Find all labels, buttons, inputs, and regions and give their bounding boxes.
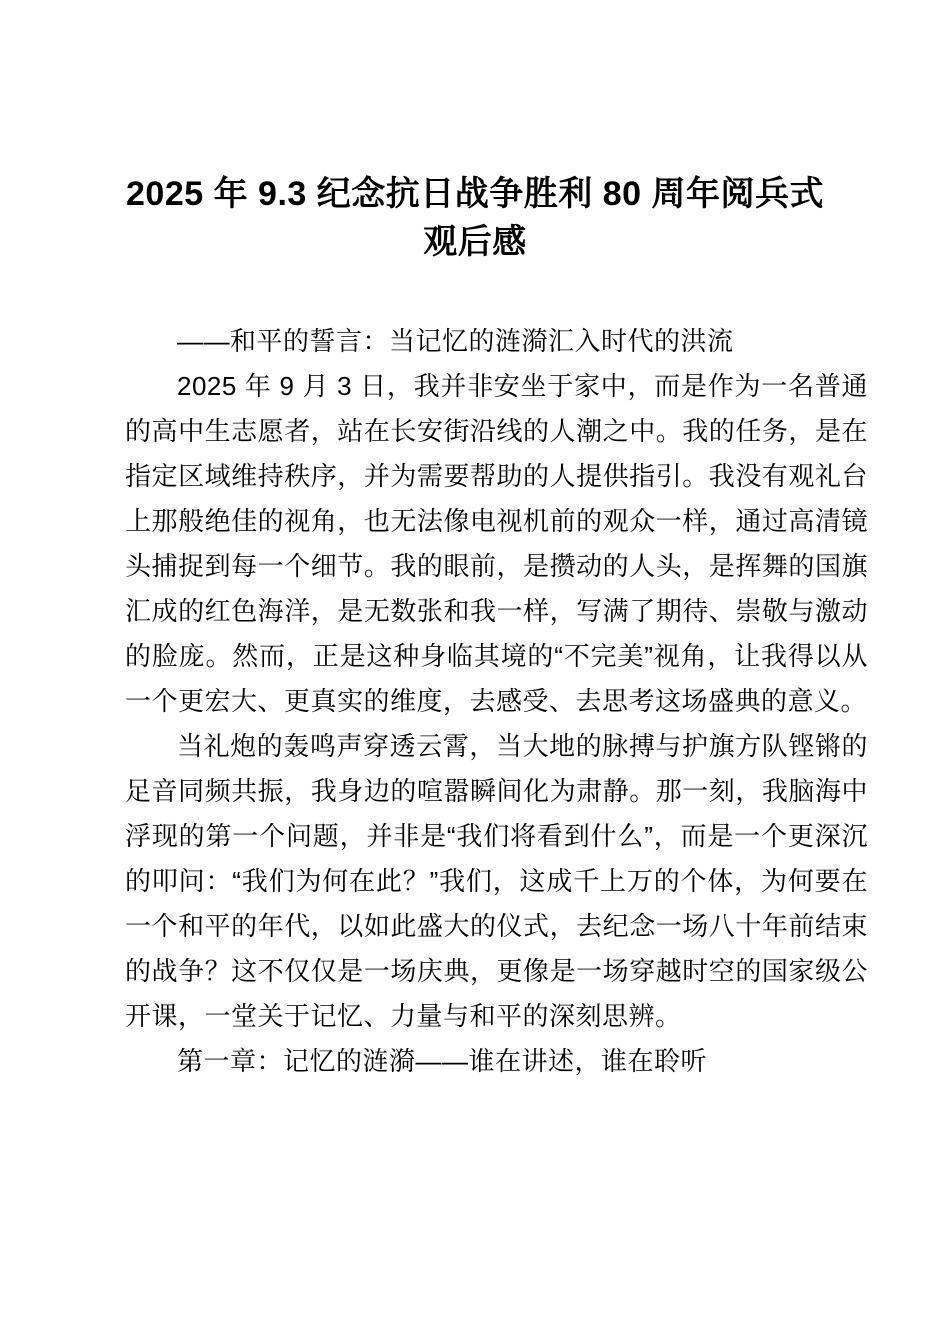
document-subtitle: ——和平的誓言：当记忆的涟漪汇入时代的洪流 — [177, 326, 734, 356]
chapter-heading: 第一章：记忆的涟漪——谁在讲述，谁在聆听 — [177, 1046, 708, 1076]
document-title: 2025 年 9.3 纪念抗日战争胜利 80 周年阅兵式观后感 — [126, 175, 824, 261]
paragraph-list — [125, 364, 868, 1039]
paragraph: 当礼炮的轰鸣声穿透云霄，当大地的脉搏与护旗方队铿锵的足音同频共振，我身边的喧嚣瞬间化为肃静。那一刻，我脑海中浮现的第一个问题，并非是“我们将看到什么”，而是一个更深沉的叩问：“我们为何在此？”我们，这成千上万的个体，为何要在一个和平的年代，以如此盛大的仪式，去纪念一场八十年前结束的战争？这不仅仅是一场庆典，更像是一场穿越时空的国家级公开课，一堂关于记忆、力量与和平的深刻思辨。 — [125, 731, 868, 1031]
document-body — [0, 319, 950, 1084]
paragraph: 2025 年 9 月 3 日，我并非安坐于家中，而是作为一名普通的高中生志愿者，站在长安街沿线的人潮之中。我的任务，是在指定区域维持秩序，并为需要帮助的人提供指引。我没有观礼台上那般绝佳的视角，也无法像电视机前的观众一样，通过高清镜头捕捉到每一个细节。我的眼前，是攒动的人头，是挥舞的国旗汇成的红色海洋，是无数张和我一样，写满了期待、崇敬与激动的脸庞。然而，正是这种身临其境的“不完美”视角，让我得以从一个更宏大、更真实的维度，去感受、去思考这场盛典的意义。 — [125, 371, 868, 716]
